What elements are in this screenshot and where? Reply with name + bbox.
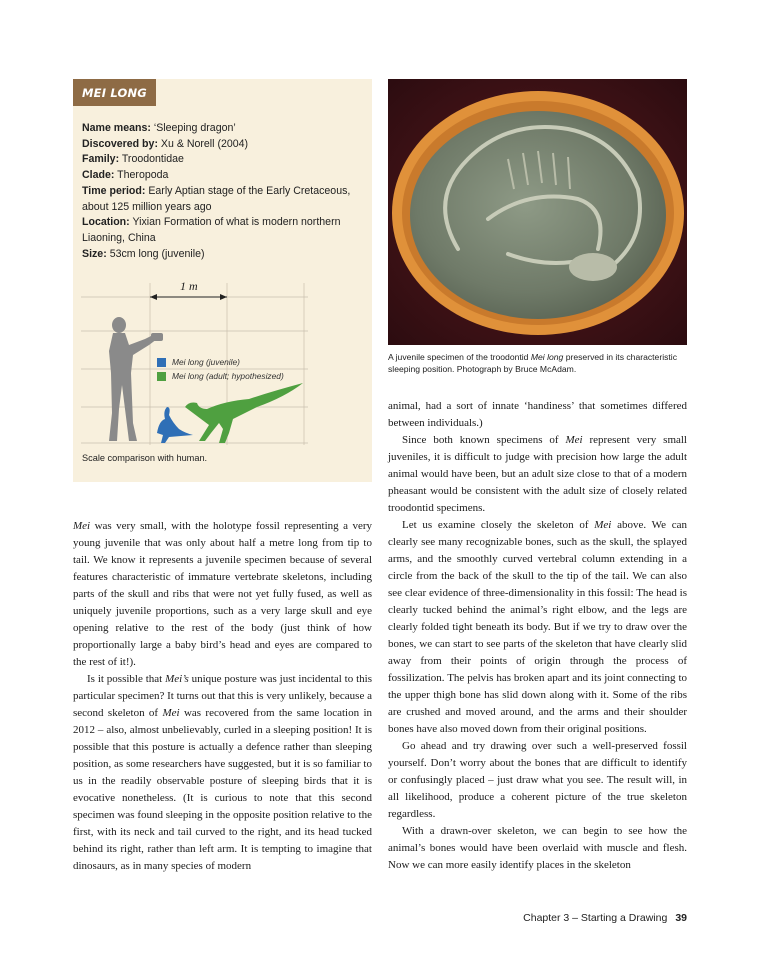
paragraph-text: Go ahead and try drawing over such a well-preserved fossil yourself. Don’t worry about the bones that are difficult to identify or confusingly placed – just draw what you see. The result will, in all likelihood, produce a coherent picture of the true skeleton regardless. xyxy=(388,740,687,820)
species-name: Mei xyxy=(73,520,91,532)
fact-label: Family xyxy=(82,153,116,166)
legend-item xyxy=(157,355,284,369)
diagram-caption: Scale comparison with human. xyxy=(82,453,208,463)
paragraph xyxy=(388,517,687,738)
paragraph-text: represent very small juveniles, it is difficult to judge with precision how large the adult animal would have been, but an adult size close to that of a modern pheasant would be consistent with the adult size of closely related troodontid specimens. xyxy=(388,434,687,514)
paragraph xyxy=(73,671,372,875)
paragraph xyxy=(73,518,372,671)
paragraph-text: unique posture was just incidental to this particular specimen? It turns out that this is very unlikely, because a second skeleton of xyxy=(73,673,372,719)
scale-label: 1 m xyxy=(180,279,198,293)
chapter-title: Chapter 3 – Starting a Drawing xyxy=(523,912,668,924)
fact-value: 53cm long (juvenile) xyxy=(109,247,205,260)
fact-value: Theropoda xyxy=(117,169,169,182)
paragraph-text: was very small, with the holotype fossil representing a very young juvenile that was only about half a metre long from tip to tail. We know it represents a juvenile specimen because of several features characteristic of immature vertebrate skeletons, including parts of the skull and ribs that were not yet fully fused, as well as uniquely juvenile proportions, such as a very large skull and eye opening relative to the rest of the body (just think of how proportionally large a baby bird’s head and eyes are compared to the rest of it!). xyxy=(73,520,372,668)
caption-text: A juvenile specimen of the troodontid xyxy=(388,352,531,362)
paragraph-text: Let us examine closely the skeleton of xyxy=(402,519,595,531)
fact-label: Discovered by xyxy=(82,137,155,150)
paragraph xyxy=(388,823,687,874)
fact-box-tab xyxy=(73,79,156,106)
fact-box-title: MEI LONG xyxy=(82,85,147,100)
paragraph-text: With a drawn-over skeleton, we can begin to see how the animal’s bones would have been overlaid with muscle and flesh. Now we can more easily identify places in the skeleton xyxy=(388,825,687,871)
body-column-right xyxy=(388,398,687,874)
fact-list xyxy=(82,121,367,262)
paragraph xyxy=(388,432,687,517)
legend-label: Mei long (adult; hypothesized) xyxy=(172,371,284,381)
fact-label: Clade xyxy=(82,169,111,182)
human-silhouette xyxy=(109,317,163,441)
fact-row: Family: Troodontidae xyxy=(82,153,184,166)
paragraph-text: animal, had a sort of innate ‘handiness’ that sometimes differed between individuals.) xyxy=(388,400,687,429)
fact-row: Name means: ‘Sleeping dragon’ xyxy=(82,122,236,134)
fact-value: ‘Sleeping dragon’ xyxy=(153,122,236,134)
scale-bar xyxy=(150,294,227,300)
caption-species-name: Mei long xyxy=(530,352,564,362)
fact-row: Discovered by: Xu & Norell (2004) xyxy=(82,137,249,150)
fossil-photo xyxy=(388,79,687,345)
fact-label: Name means xyxy=(82,122,148,134)
species-name: Mei xyxy=(565,434,583,446)
body-column-left xyxy=(73,518,372,875)
paragraph-text: Is it possible that xyxy=(87,673,166,685)
fact-row: Size: 53cm long (juvenile) xyxy=(82,247,205,260)
legend-item xyxy=(157,369,284,383)
fact-row: Clade: Theropoda xyxy=(82,169,169,182)
fossil-skull xyxy=(569,253,617,281)
diagram-legend xyxy=(157,355,284,383)
fact-box xyxy=(73,79,372,482)
species-name: Mei xyxy=(594,519,612,531)
species-name: Mei xyxy=(162,707,180,719)
paragraph-text: was recovered from the same location in 2012 – also, almost unbelievably, curled in a sleeping position! It is possible that this posture is actually a defence rather than sleeping position, as some researchers have suggested, but it is so familiar to us in the readily observable posture of sleeping birds that it is evocative nonetheless. (It is curious to note that this second specimen was found sleeping in the opposite position relative to the first, with its neck and tail curved to the right, and its head tucked behind its right, rather than left arm. It is tempting to imagine that dinosaurs, as in many species of modern xyxy=(73,707,373,872)
fact-label: Location xyxy=(82,216,127,229)
paragraph xyxy=(388,738,687,823)
legend-label: Mei long (juvenile) xyxy=(172,357,240,367)
juvenile-silhouette xyxy=(157,407,193,443)
paragraph-text: Since both known specimens of xyxy=(402,434,566,446)
paragraph xyxy=(388,398,687,432)
photo-caption xyxy=(388,352,687,375)
legend-swatch-juvenile xyxy=(157,358,166,367)
fact-value: Yixian Formation of what is modern northern Liaoning, China xyxy=(82,216,341,244)
fact-label: Size xyxy=(82,247,104,260)
adult-silhouette xyxy=(185,383,303,443)
fact-label: Time period xyxy=(82,184,142,197)
fact-row: Time period: Early Aptian stage of the Early Cretaceous, about 125 million years ago xyxy=(82,184,351,213)
species-name: Mei’s xyxy=(165,673,189,685)
caption-text: preserved in its characteristic sleeping position. Photograph by Bruce McAdam. xyxy=(388,352,677,374)
fact-value: Xu & Norell (2004) xyxy=(160,137,249,150)
page-number: 39 xyxy=(675,912,687,924)
page-footer xyxy=(523,912,687,924)
fact-value: Early Aptian stage of the Early Cretaceous, about 125 million years ago xyxy=(82,184,351,213)
fact-value: Troodontidae xyxy=(121,153,184,166)
legend-swatch-adult xyxy=(157,372,166,381)
paragraph-text: above. We can clearly see many recognizable bones, such as the skull, the splayed arms, and the smoothly curved vertebral column extending in a circle from the back of the skull to the tip of the tail. We can also see clear evidence of three-dimensionality in this fossil: The head is clearly tucked behind the animal’s right elbow, and the legs are clearly folded tight beneath its body. But if we try to draw over the bones, we can start to see parts of the skeleton that have clearly slid away from their points of origin through the process of fossilization. The pelvis has broken apart and its joint connecting to the upper thigh bone has slid down along with it. Some of the ribs are crushed and moved around, and the arms and their shoulder bones have also moved down from their original positions. xyxy=(388,519,687,735)
fact-row: Location: Yixian Formation of what is modern northern Liaoning, China xyxy=(82,216,341,244)
